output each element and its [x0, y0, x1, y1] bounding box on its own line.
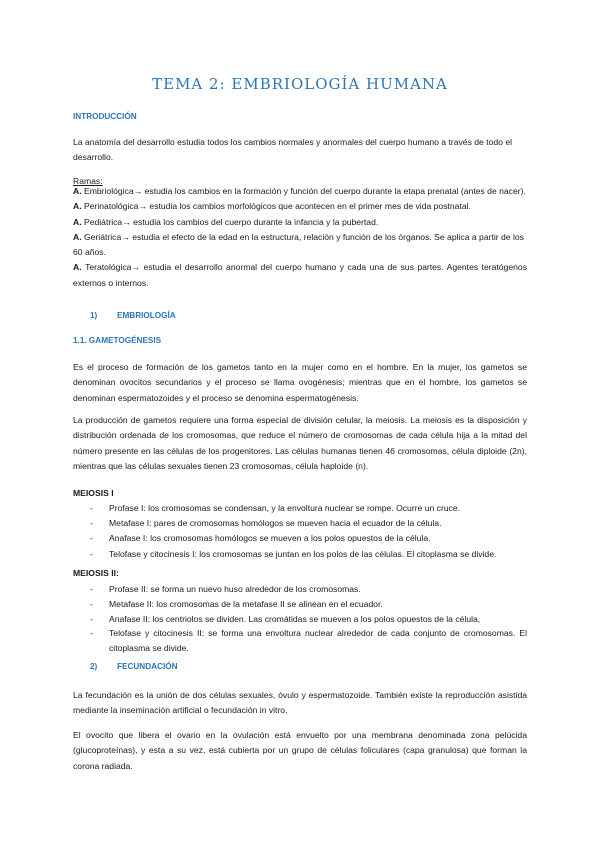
meiosis-1-heading: MEIOSIS I [73, 488, 114, 498]
document-title: TEMA 2: EMBRIOLOGÍA HUMANA [152, 75, 448, 93]
rama-item: A. Geriátrica→ estudia el efecto de la edad en la estructura, relación y función de los órganos. Se aplica a partir de los 60 años. [73, 231, 524, 258]
ramas-list [73, 184, 527, 291]
document-page: TEMA 2: EMBRIOLOGÍA HUMANA INTRODUCCIÓN La anatomía del desarrollo estudia todos los cambios normales y anormales del cuerpo humano a través de todo el desarrollo. Ramas: A. Embriológica→ estudia los cambios en la formación y función del cuerpo durante la etapa prenatal (antes de nacer). A. Perinatológica→ estudia los cambios morfológicos que acontecen en el primer mes de vida postnatal. A. Pediátrica→ estudia los cambios del cuerpo durante la infancia y la pubertad. A. Geriátrica→ estudia el efecto de la edad en la estructura, relación y función de los órganos. Se aplica a partir de los 60 años. A. Teratológica→ estudia el desarrollo anormal del cuerpo humano y cada una de sus partes. Agentes teratógenos externos o internos. 1) EMBRIOLOGÍA 1.1. GAMETOGÉNESIS Es el proceso de formación de los gametos tanto en la mujer como en el hombre. En la mujer, los gametos se denominan ovocitos secundarios y el proceso se llama ovogénesis; mientras que en el hombre, los gametos se denominan espermatozoides y el proceso se denomina espermatogénesis. La producción de gametos requiere una forma especial de división celular, la meiosis. La meiosis es la disposición y distribución ordenada de los cromosomas, que reduce el número de cromosomas de cada célula hija a la mitad del número presente en las células de los progenitores. Las células humanas tienen 46 cromosomas, célula diploide (2n), mientras que las células sexuales tienen 23 cromosomas, célula haploide (n). MEIOSIS I - Profase I: los cromosomas se condensan, y la envoltura nuclear se rompe. Ocurre un cruce. - Metafase I: pares de cromosomas homólogos se mueven hacia el ecuador de la célula. - Anafase I: los cromosomas homólogos se mueven a los polos opuestos de la célula. - Telofase y citocinesis I: los cromosomas se juntan en los polos de las células. El citoplasma se divide. MEIOSIS II: - Profase II: se forma un nuevo huso alrededor de los cromosomas. - Metafase II: los cromosomas de la metafase II se alinean en el ecuador. - Anafase II: los centriolos se dividen. Las cromátidas se mueven a los polos opuestos de la célula, - Telofase y citocinesis II: se forma una envoltura nuclear alrededor de cada conjunto de cromosomas. El citoplasma se divide. 2) FECUNDACIÓN La fecundación es la unión de dos células sexuales, óvulo y espermatozoide. También existe la reproducción asistida mediante la inseminación artificial o fecundación in vitro. El ovocito que libera el ovario en la ovulación está envuelto por una membrana denominada zona pelúcida (glucoproteínas), y esta a su vez, está cubierta por un grupo de células foliculares (capa granulosa) que forman la corona radiada. [0, 0, 600, 848]
rama-item: A. Embriológica→ estudia los cambios en la formación y función del cuerpo durante la etapa prenatal (antes de nacer). [73, 186, 526, 196]
rama-item: A. Perinatológica→ estudia los cambios morfológicos que acontecen en el primer mes de vida postnatal. [73, 201, 471, 212]
intro-heading: INTRODUCCIÓN [73, 112, 137, 121]
gametogenesis-paragraph-1: Es el proceso de formación de los gametos tanto en la mujer como en el hombre. En la mujer, los gametos se denominan ovocitos secundarios y el proceso se llama ovogénesis; mientras que en el hombre, los gametos se denominan espermatozoides y el proceso se denomina espermatogénesis. [73, 362, 527, 403]
fecundacion-paragraph-2: El ovocito que libera el ovario en la ovulación está envuelto por una membrana denominada zona pelúcida (glucoproteínas), y esta a su vez, está cubierta por un grupo de células foliculares (capa granulosa) que forman la corona radiada. [73, 730, 527, 771]
ramas-label: Ramas: [73, 176, 103, 186]
fecundacion-paragraph-1: La fecundación es la unión de dos células sexuales, óvulo y espermatozoide. También existe la reproducción asistida mediante la inseminación artificial o fecundación in vitro. [73, 690, 527, 716]
gametogenesis-heading: 1.1. GAMETOGÉNESIS [73, 336, 162, 345]
gametogenesis-paragraph-2: La producción de gametos requiere una forma especial de división celular, la meiosis. La meiosis es la disposición y distribución ordenada de los cromosomas, que reduce el número de cromosomas de cada célula hija a la mitad del número presente en las células de los progenitores. Las células humanas tienen 46 cromosomas, célula diploide (2n), mientras que las células sexuales tienen 23 cromosomas, célula haploide (n). [73, 415, 527, 471]
rama-item: A. Teratológica→ estudia el desarrollo anormal del cuerpo humano y cada una de sus partes. Agentes teratógenos externos o internos. [73, 262, 528, 288]
rama-item: A. Pediátrica→ estudia los cambios del cuerpo durante la infancia y la pubertad. [73, 216, 379, 227]
intro-paragraph: La anatomía del desarrollo estudia todos los cambios normales y anormales del cuerpo humano a través de todo el desarrollo. [73, 137, 513, 163]
list-item: - Telofase y citocinesis II: se forma una envoltura nuclear alrededor de cada conjunto de cromosomas. El citoplasma se divide. [90, 628, 527, 654]
meiosis-2-heading: MEIOSIS II: [73, 568, 119, 578]
